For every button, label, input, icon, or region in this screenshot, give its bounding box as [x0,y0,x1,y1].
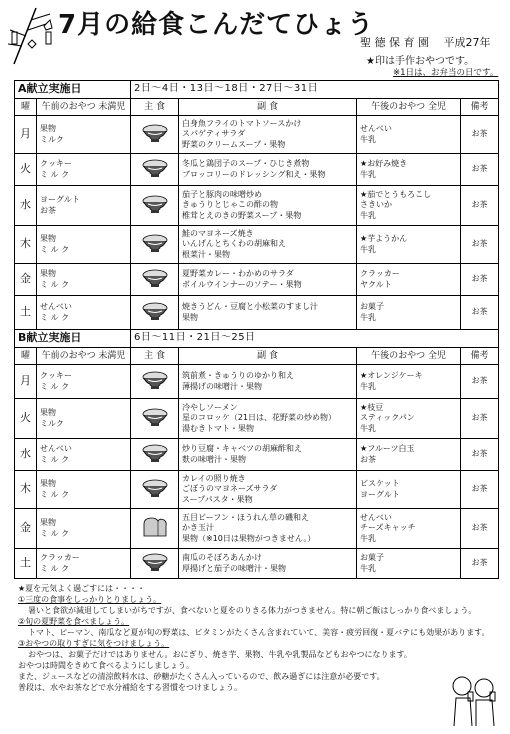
notes-cell: お茶 [461,116,499,154]
lunchbox-note: ※1日は、お弁当の日です。 [393,68,499,78]
page-title: 7月の給食こんだてひょう [58,10,375,40]
day-cell: 木 [15,226,37,264]
day-cell: 土 [15,296,37,330]
col-am-snack: 午前のおやつ 未満児 [37,99,131,116]
rice-bowl-icon [140,551,170,573]
footer-advice [18,583,490,693]
pm-snack-cell: ★枝豆 スティックパン 牛乳 [357,399,461,439]
side-cell: 鮭のマヨネーズ焼き いんげんとちくわの胡麻和え 根菜汁・果物 [179,226,357,264]
rice-bowl-icon [140,442,170,464]
day-cell: 金 [15,264,37,296]
day-cell: 火 [15,399,37,439]
staple-cell [131,549,179,579]
col-staple: 主 食 [131,99,179,116]
am-snack-cell: 果物 ミ ル ク [37,226,131,264]
star-note: ★印は手作おやつです。 [366,56,475,67]
staple-cell [131,509,179,549]
staple-cell [131,296,179,330]
table-header [15,348,499,365]
side-cell: 冬瓜と鶏団子のスープ・ひじき煮物 ブロッコリーのドレッシング和え・果物 [179,154,357,186]
pm-snack-cell: ★茄でとうもろこし さきいか 牛乳 [357,186,461,226]
advice-3-line-3: また、ジュースなどの清涼飲料水は、砂糖がたくさん入っているので、飲み過ぎには注意が必要です。 [18,672,385,681]
footer-lead: ★夏を元気よく過ごすには・・・・ [18,584,146,593]
pm-snack-cell: お菓子 牛乳 [357,296,461,330]
day-cell: 月 [15,365,37,399]
am-snack-cell: せんべい ミ ル ク [37,296,131,330]
col-notes: 備考 [461,99,499,116]
am-snack-cell: 果物 ミルク [37,116,131,154]
rice-bowl-icon [140,369,170,391]
day-cell: 土 [15,549,37,579]
set-label: B献立実施日 [15,330,131,348]
rice-bowl-icon [140,232,170,254]
side-cell: 炒り豆腐・キャベツの胡麻酢和え 麩の味噌汁・果物 [179,439,357,471]
school-name: 聖 徳 保 育 園 平成27年 [360,36,491,49]
rice-bowl-icon [140,406,170,428]
pm-snack-cell: ビスケット ヨーグルト [357,471,461,509]
notes-cell: お茶 [461,549,499,579]
am-snack-cell: 果物 ミ ル ク [37,509,131,549]
tanabata-bamboo-icon [6,6,58,66]
notes-cell: お茶 [461,471,499,509]
am-snack-cell: 果物 ミ ル ク [37,471,131,509]
side-cell: 茄子と豚肉の味噌炒め きゅうりとじゃこの酢の物 椎茸とえのきの野菜スープ・果物 [179,186,357,226]
rice-bowl-icon [140,157,170,179]
staple-cell [131,226,179,264]
set-dates: 6日～11日・21日～25日 [131,330,499,348]
table-row [15,365,499,399]
staple-cell [131,365,179,399]
advice-1-title: ①三度の食事をしっかりとりましょう。 [18,595,162,604]
advice-3-line-2: おやつは時間をきめて食べるようにしましょう。 [18,661,194,670]
advice-3-title: ③おやつの取りすぎに気をつけましょう。 [18,639,170,648]
day-cell: 水 [15,186,37,226]
children-drinking-icon [448,672,500,728]
pm-snack-cell: お菓子 牛乳 [357,549,461,579]
table-row [15,471,499,509]
rice-bowl-icon [140,193,170,215]
table-row [15,549,499,579]
side-cell: 南瓜のそぼろあんかけ 厚揚げと茄子の味噌汁・果物 [179,549,357,579]
advice-1-text: 暑いと食欲が減退してしまいがちですが、食べないと夏をのりきる体力がつきません。特に朝ご飯はしっかり食べましょう。 [28,606,477,615]
table-header [15,99,499,116]
notes-cell: お茶 [461,439,499,471]
set_b-band [15,330,499,348]
pm-snack-cell: せんべい チーズキャッチ 牛乳 [357,509,461,549]
col-youbi: 曜 [15,99,37,116]
notes-cell: お茶 [461,264,499,296]
am-snack-cell: ヨーグルト お茶 [37,186,131,226]
notes-cell: お茶 [461,226,499,264]
col-side: 副 食 [179,99,357,116]
notes-cell: お茶 [461,296,499,330]
table-row [15,509,499,549]
set-dates: 2日～4日・13日～18日・27日～31日 [131,81,499,99]
pm-snack-cell: クラッカー ヤクルト [357,264,461,296]
advice-2-text: トマト、ピーマン、南瓜など夏が旬の野菜は、ビタミンがたくさん含まれていて、美容・疲労回復・夏バテにも効果があります。 [28,628,490,637]
side-cell: 白身魚フライのトマトソースかけ スパゲティサラダ 野菜のクリームスープ・果物 [179,116,357,154]
table-row [15,399,499,439]
staple-cell [131,116,179,154]
side-cell: 冷やしソーメン 星のコロッケ（21日は、花野菜の炒め物） 湯むきトマト・果物 [179,399,357,439]
pm-snack-cell: ★フルーツ白玉 お茶 [357,439,461,471]
notes-cell: お茶 [461,509,499,549]
notes-cell: お茶 [461,154,499,186]
table-row [15,264,499,296]
notes-cell: お茶 [461,399,499,439]
side-cell: 筑前煮・きゅうりのゆかり和え 薄揚げの味噌汁・果物 [179,365,357,399]
rice-bowl-icon [140,300,170,322]
notes-cell: お茶 [461,365,499,399]
am-snack-cell: せんべい ミ ル ク [37,439,131,471]
side-cell: 夏野菜カレー・わかめのサラダ ボイルウインナーのソテー・果物 [179,264,357,296]
menu-table [14,80,499,579]
pm-snack-cell: ★オレンジケーキ 牛乳 [357,365,461,399]
table-row [15,154,499,186]
side-cell: 五目ビーフン・ほうれん草の磯和え かき玉汁 果物（※10日は果物がつきません。） [179,509,357,549]
col-pm-snack: 午後のおやつ 全児 [357,348,461,365]
day-cell: 金 [15,509,37,549]
am-snack-cell: 果物 ミ ル ク [37,264,131,296]
am-snack-cell: 果物 ミルク [37,399,131,439]
bread-icon [140,516,170,538]
pm-snack-cell: ★芋ようかん 牛乳 [357,226,461,264]
rice-bowl-icon [140,122,170,144]
advice-3-line-1: おやつは、お菓子だけではありません。おにぎり、焼き芋、果物、牛乳や乳製品などもおやつになります。 [28,650,412,659]
pm-snack-cell: ★お好み焼き 牛乳 [357,154,461,186]
col-am-snack: 午前のおやつ 未満児 [37,348,131,365]
set-label: A献立実施日 [15,81,131,99]
table-row [15,226,499,264]
col-side: 副 食 [179,348,357,365]
day-cell: 水 [15,439,37,471]
col-notes: 備考 [461,348,499,365]
staple-cell [131,186,179,226]
staple-cell [131,439,179,471]
rice-bowl-icon [140,267,170,289]
am-snack-cell: クッキー ミ ル ク [37,154,131,186]
table-row [15,116,499,154]
rice-bowl-icon [140,477,170,499]
advice-3-line-4: 普段は、水やお茶などで水分補給をする習慣をつけましょう。 [18,683,242,692]
am-snack-cell: クッキー ミ ル ク [37,365,131,399]
day-cell: 月 [15,116,37,154]
col-staple: 主 食 [131,348,179,365]
table-row [15,439,499,471]
side-cell: カレイの照り焼き ごぼうのマヨネーズサラダ スープパスタ・果物 [179,471,357,509]
col-pm-snack: 午後のおやつ 全児 [357,99,461,116]
day-cell: 火 [15,154,37,186]
am-snack-cell: クラッカー ミ ル ク [37,549,131,579]
col-youbi: 曜 [15,348,37,365]
day-cell: 木 [15,471,37,509]
notes-cell: お茶 [461,186,499,226]
staple-cell [131,471,179,509]
staple-cell [131,154,179,186]
staple-cell [131,264,179,296]
staple-cell [131,399,179,439]
table-row [15,296,499,330]
table-row [15,186,499,226]
pm-snack-cell: せんべい 牛乳 [357,116,461,154]
side-cell: 焼きうどん・豆腐と小松菜のすまし汁 果物 [179,296,357,330]
advice-2-title: ②旬の夏野菜を食べましょう。 [18,617,130,626]
set_a-band [15,81,499,99]
